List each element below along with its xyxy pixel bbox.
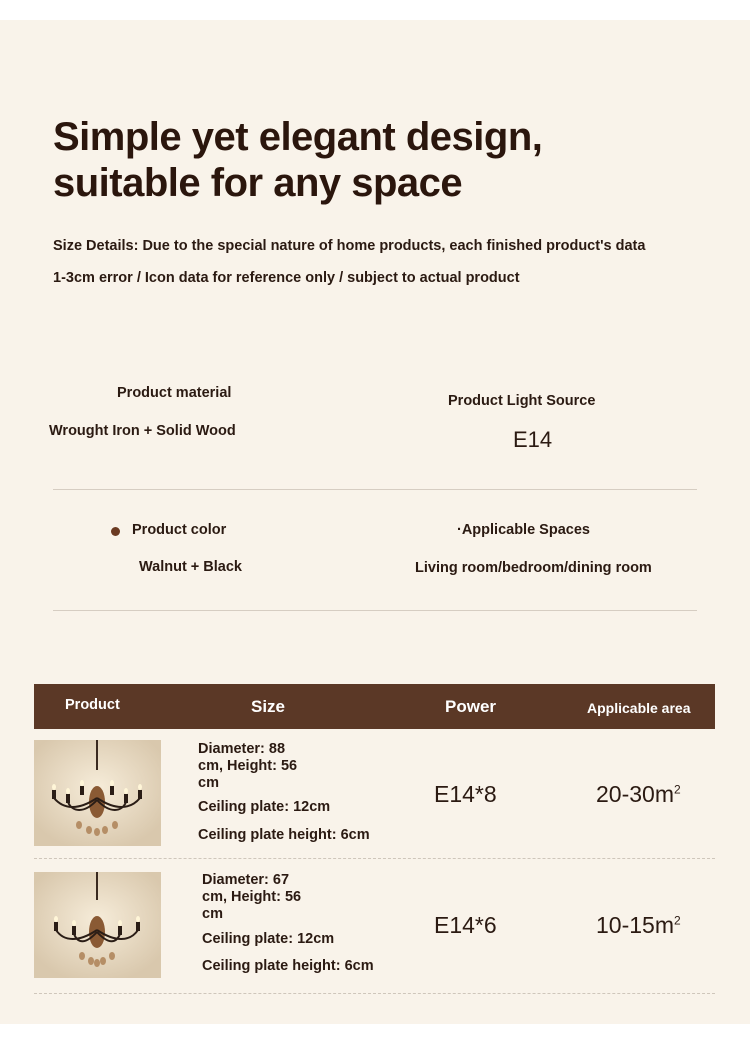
row-1-area-value: 20-30m [596, 781, 674, 807]
page-title-line-1: Simple yet elegant design, [53, 115, 543, 159]
error-disclaimer: 1-3cm error / Icon data for reference only / subject to actual product [53, 270, 520, 286]
header-product: Product [65, 697, 120, 713]
color-value: Walnut + Black [139, 559, 243, 575]
chandelier-8-arm-image [34, 740, 161, 846]
row-1-area [596, 781, 681, 808]
table-header [34, 684, 715, 729]
row-separator-2 [34, 993, 715, 994]
row-1-ceiling-plate: Ceiling plate: 12cm [198, 799, 331, 815]
row-2-area-value: 10-15m [596, 912, 674, 938]
chandelier-6-arm-image [34, 872, 161, 978]
page-title [53, 114, 542, 206]
row-2-ceiling-plate: Ceiling plate: 12cm [202, 931, 335, 947]
bullet-dot-icon [111, 527, 120, 536]
row-2-dimensions: Diameter: 67 cm, Height: 56 cm [202, 872, 302, 922]
row-2-area [596, 912, 681, 939]
row-1-area-unit: 2 [673, 782, 681, 797]
header-size: Size [251, 697, 286, 716]
row-2-area-unit: 2 [673, 913, 681, 928]
row-2-ceiling-plate-height: Ceiling plate height: 6cm [202, 958, 374, 974]
spec-divider-bottom [53, 610, 697, 611]
product-detail-page [0, 20, 750, 1024]
header-applicable-area: Applicable area [587, 700, 691, 716]
header-power: Power [445, 697, 497, 716]
light-source-value: E14 [513, 427, 553, 452]
light-source-label: Product Light Source [448, 393, 596, 409]
material-label: Product material [117, 385, 232, 401]
row-separator-1 [34, 858, 715, 859]
size-details-note: Size Details: Due to the special nature of home products, each finished product's data [53, 238, 646, 254]
spaces-label: ·Applicable Spaces [457, 522, 590, 538]
row-1-ceiling-plate-height: Ceiling plate height: 6cm [198, 827, 370, 843]
color-label: Product color [132, 522, 227, 538]
row-2-power: E14*6 [434, 912, 497, 938]
page-title-line-2: suitable for any space [53, 161, 463, 205]
material-value: Wrought Iron + Solid Wood [49, 423, 236, 439]
spec-divider-top [53, 489, 697, 490]
spaces-value: Living room/bedroom/dining room [415, 560, 652, 576]
row-1-power: E14*8 [434, 781, 497, 807]
row-1-dimensions: Diameter: 88 cm, Height: 56 cm [198, 741, 298, 791]
